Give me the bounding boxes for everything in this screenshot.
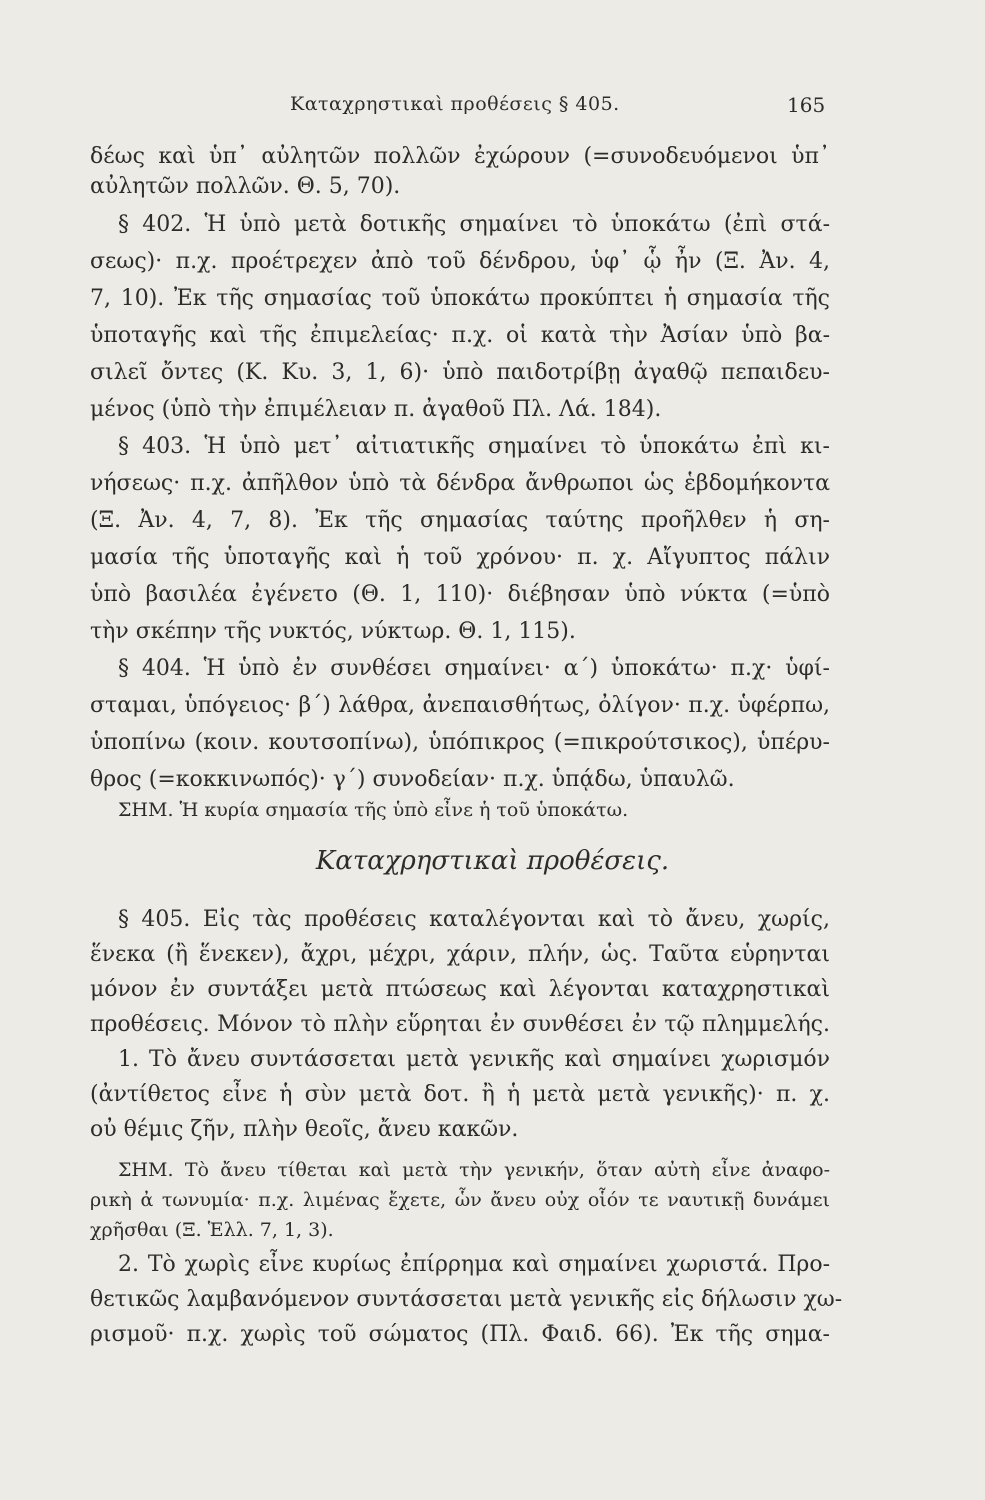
note-line: ρικὴ ἀ τωνυμία· π.χ. λιμένας ἔχετε, ὧν ἄνευ οὐχ οἷόν τε ναυτικῇ δυνάμει [90,1189,830,1211]
text-line: (Ξ. Ἀν. 4, 7, 8). Ἐκ τῆς σημασίας ταύτης προῆλθεν ἡ ση- [90,508,830,533]
page-header [0,93,985,123]
note-line: ΣΗΜ. Ἡ κυρία σημασία τῆς ὑπὸ εἶνε ἡ τοῦ ὑποκάτω. [118,799,629,821]
paragraph-402-start: § 402. Ἡ ὑπὸ μετὰ δοτικῆς σημαίνει τὸ ὑποκάτω (ἐπὶ στά- [118,212,830,237]
text-line: σταμαι, ὑπόγειος· β΄) λάθρα, ἀνεπαισθήτως, ὀλίγον· π.χ. ὑφέρπω, [90,693,830,718]
text-line: προθέσεις. Μόνον τὸ πλὴν εὕρηται ἐν συνθέσει ἐν τῷ πλημμελής. [90,1012,830,1037]
text-line: τὴν σκέπην τῆς νυκτός, νύκτωρ. Θ. 1, 115). [90,619,576,644]
text-line: μένος (ὑπὸ τὴν ἐπιμέλειαν π. ἀγαθοῦ Πλ. Λά. 184). [90,397,662,422]
text-line: 7, 10). Ἐκ τῆς σημασίας τοῦ ὑποκάτω προκύπτει ἡ σημασία τῆς [90,286,830,311]
text-line: νήσεως· π.χ. ἀπῆλθον ὑπὸ τὰ δένδρα ἄνθρωποι ὡς ἑβδομήκοντα [90,471,830,496]
section-heading: Καταχρηστικαὶ προθέσεις. [315,846,670,876]
text-line: ὑποπίνω (κοιν. κουτσοπίνω), ὑπόπικρος (=πικρούτσικος), ὑπέρυ- [90,730,830,755]
text-line: σιλεῖ ὄντες (Κ. Κυ. 3, 1, 6)· ὑπὸ παιδοτρίβῃ ἀγαθῷ πεπαιδευ- [90,360,830,385]
text-line: μόνον ἐν συντάξει μετὰ πτώσεως καὶ λέγονται καταχρηστικαὶ [90,977,830,1002]
text-line: ἕνεκα (ἢ ἕνεκεν), ἄχρι, μέχρι, χάριν, πλήν, ὡς. Ταῦτα εὑρηνται [90,942,830,967]
text-line: θετικῶς λαμβανόμενον συντάσσεται μετὰ γενικῆς εἰς δήλωσιν χω- [90,1287,843,1312]
text-line: οὐ θέμις ζῆν, πλὴν θεοῖς, ἄνευ κακῶν. [90,1117,519,1142]
text-line: μασία τῆς ὑποταγῆς καὶ ἡ τοῦ χρόνου· π. χ. Αἴγυπτος πάλιν [90,545,830,570]
text-line: (ἀντίθετος εἶνε ἡ σὺν μετὰ δοτ. ἢ ἡ μετὰ μετὰ γενικῆς)· π. χ. [90,1082,830,1107]
text-line: θρος (=κοκκινωπός)· γ΄) συνοδείαν· π.χ. ὑπᾴδω, ὑπαυλῶ. [90,767,735,792]
paragraph-403-start: § 403. Ἡ ὑπὸ μετ᾽ αἰτιατικῆς σημαίνει τὸ ὑποκάτω ἐπὶ κι- [118,434,830,459]
item-2-start: 2. Τὸ χωρὶς εἶνε κυρίως ἐπίρρημα καὶ σημαίνει χωριστά. Προ- [118,1252,830,1277]
paragraph-404-start: § 404. Ἡ ὑπὸ ἐν συνθέσει σημαίνει· α΄) ὑποκάτω· π.χ· ὑφί- [118,656,830,681]
text-line: ρισμοῦ· π.χ. χωρὶς τοῦ σώματος (Πλ. Φαιδ. 66). Ἐκ τῆς σημα- [90,1322,830,1347]
text-line: δέως καὶ ὑπ᾽ αὐλητῶν πολλῶν ἐχώρουν (=συνοδευόμενοι ὑπ᾽ [90,144,830,169]
text-line: ὑπὸ βασιλέα ἐγένετο (Θ. 1, 110)· διέβησαν ὑπὸ νύκτα (=ὑπὸ [90,582,830,607]
note-line: χρῆσθαι (Ξ. Ἑλλ. 7, 1, 3). [90,1219,334,1241]
page-number: 165 [787,93,826,117]
text-line: σεως)· π.χ. προέτρεχεν ἀπὸ τοῦ δένδρου, ὑφ᾽ ᾧ ἦν (Ξ. Ἀν. 4, [90,249,830,274]
item-1-start: 1. Τὸ ἄνευ συντάσσεται μετὰ γενικῆς καὶ σημαίνει χωρισμόν [118,1047,830,1072]
text-line: ὑποταγῆς καὶ τῆς ἐπιμελείας· π.χ. οἱ κατὰ τὴν Ἀσίαν ὑπὸ βα- [90,323,830,348]
paragraph-405-start: § 405. Εἰς τὰς προθέσεις καταλέγονται καὶ τὸ ἄνευ, χωρίς, [118,907,830,932]
running-title: Καταχρηστικαὶ προθέσεις § 405. [290,93,620,115]
text-line: αὐλητῶν πολλῶν. Θ. 5, 70). [90,174,401,199]
note-line: ΣΗΜ. Τὸ ἄνευ τίθεται καὶ μετὰ τὴν γενικήν, ὅταν αὐτὴ εἶνε ἀναφο- [118,1159,830,1181]
